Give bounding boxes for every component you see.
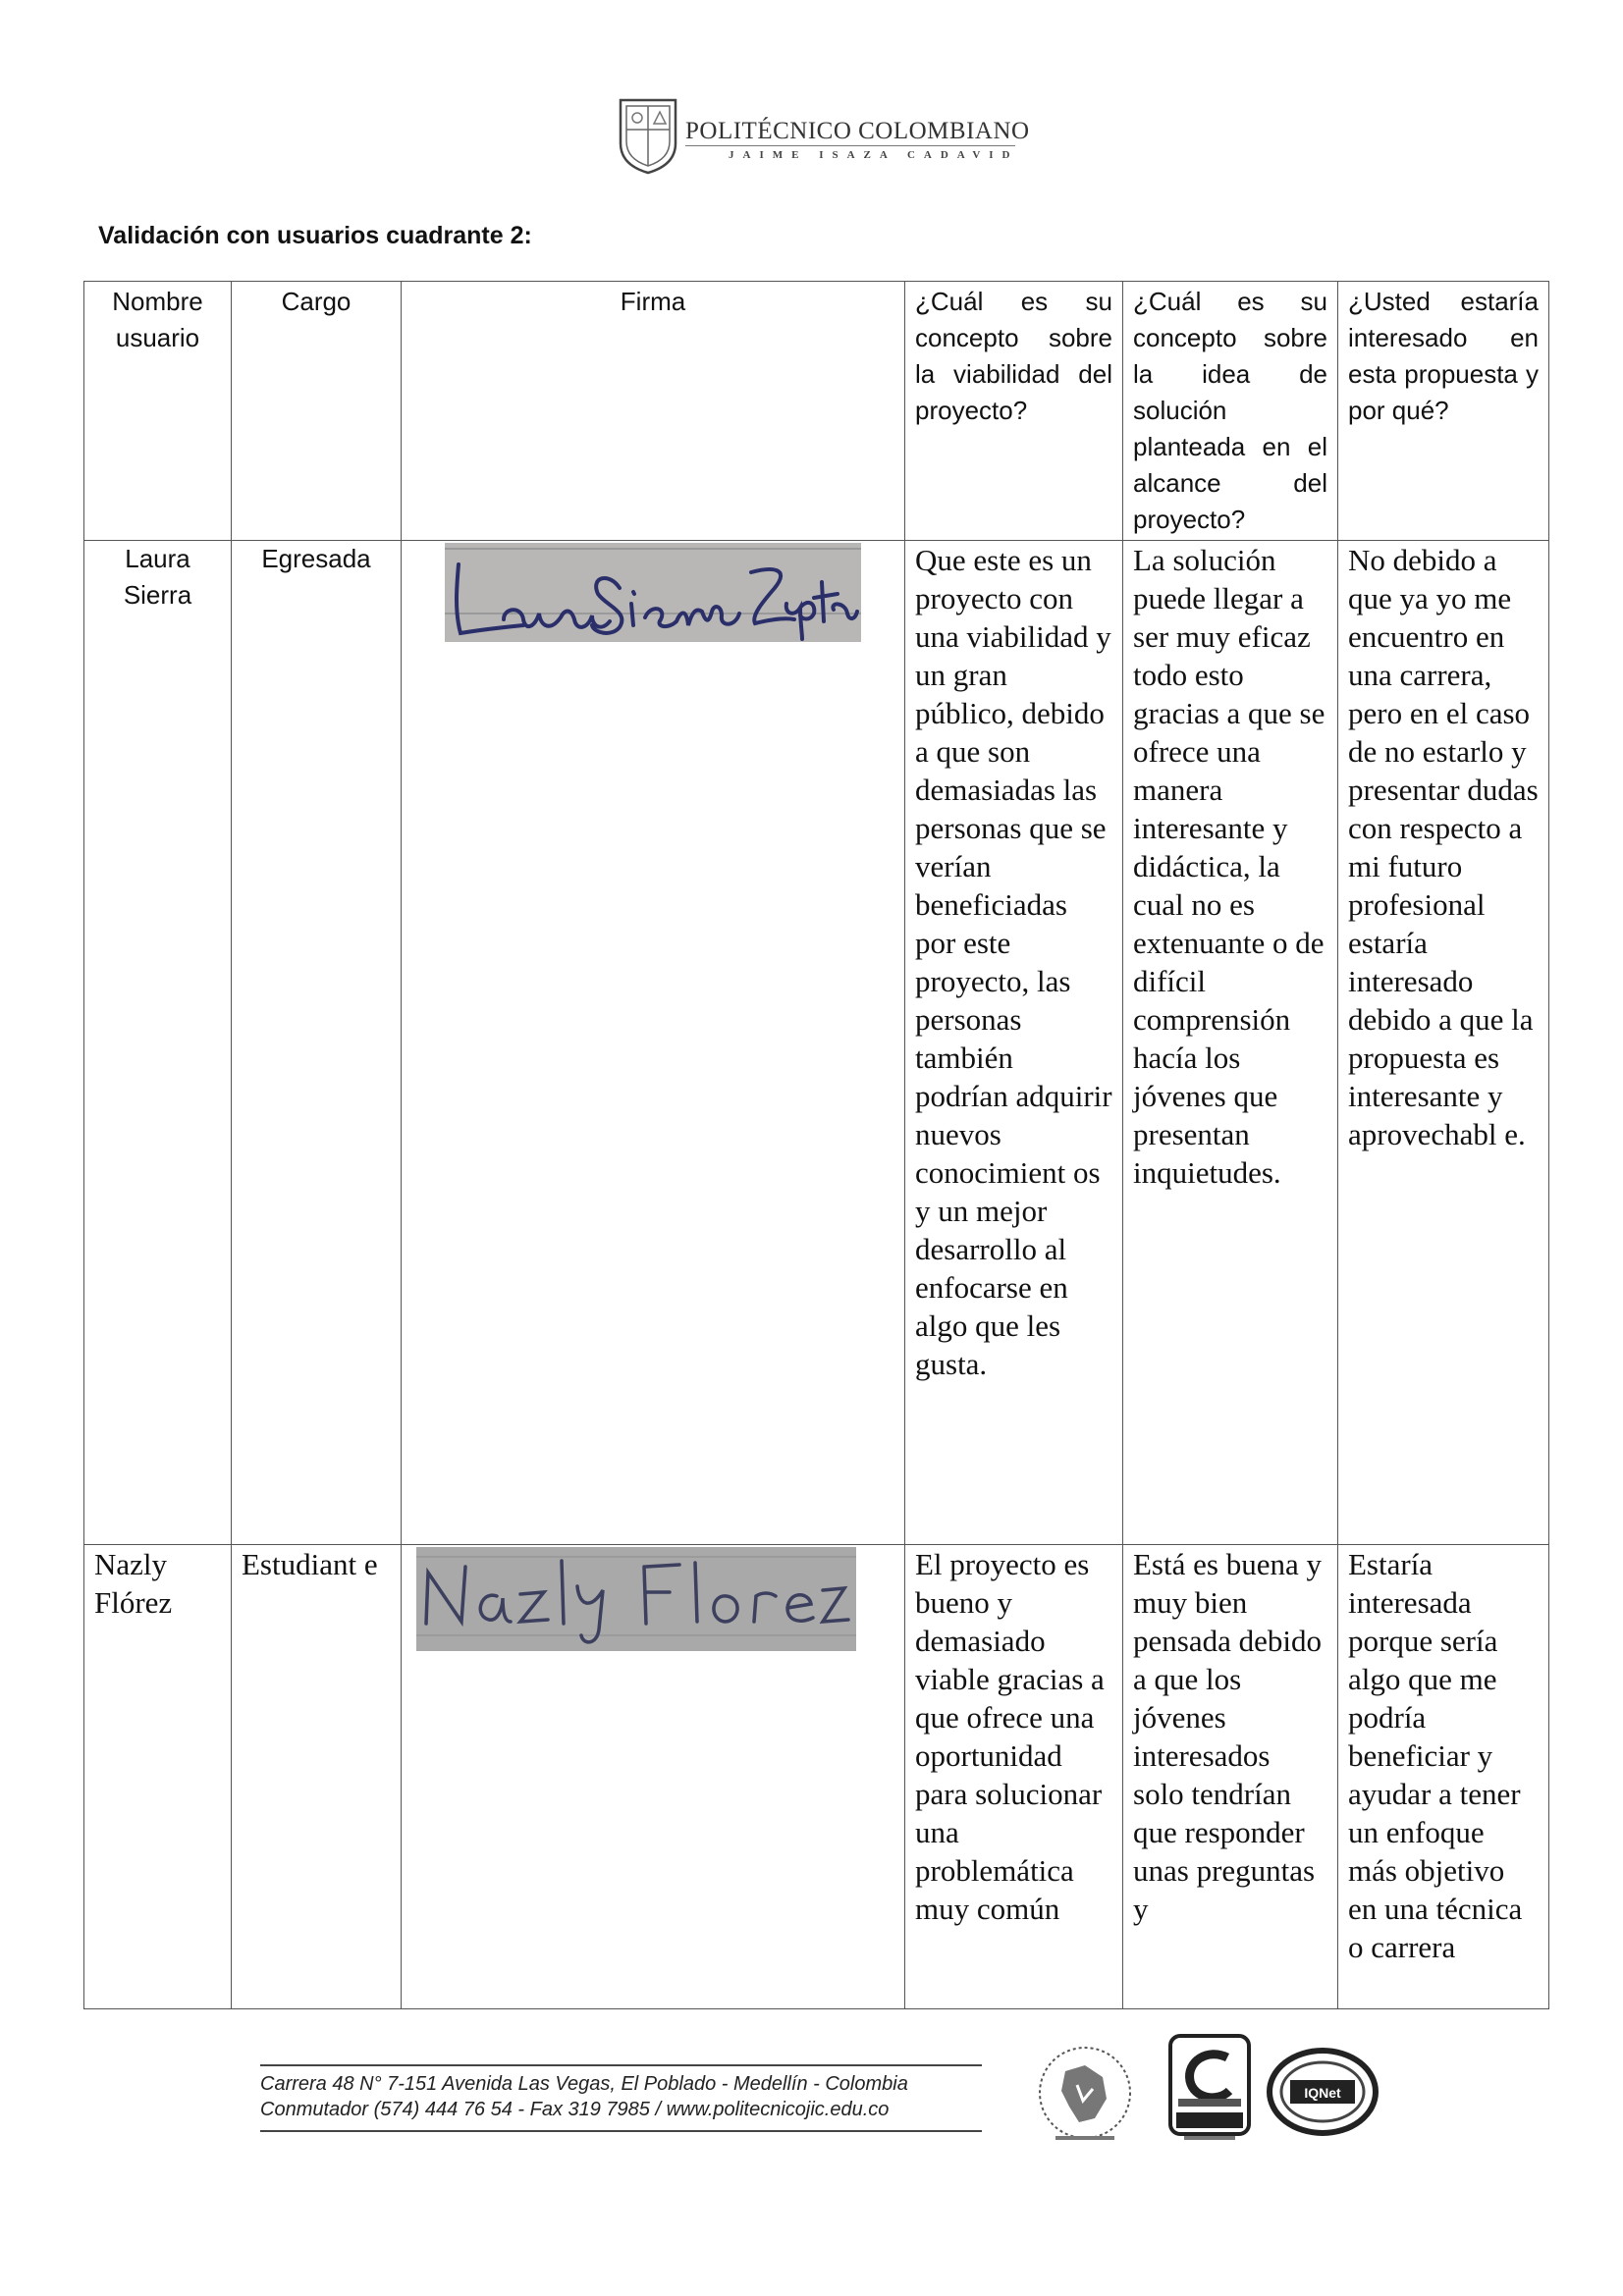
- header-solucion: ¿Cuál es su concepto sobre la idea de solución planteada en el alcance del proyecto?: [1123, 282, 1338, 541]
- table-header-row: [84, 282, 1549, 541]
- cell-solucion: La solución puede llegar a ser muy eficaz todo esto gracias a que se ofrece una manera interesante y didáctica, la cual no es extenuante o de difícil comprensión hacía los jóvenes que presentan inquietudes.: [1123, 541, 1338, 1545]
- header-cargo: Cargo: [232, 282, 402, 541]
- handwritten-signature-icon: [445, 543, 861, 642]
- institution-logo: [617, 96, 1030, 181]
- handwritten-signature-icon: [416, 1547, 856, 1651]
- iqnet-seal-icon: [1265, 2047, 1380, 2137]
- cell-viabilidad: Que este es un proyecto con una viabilidad y un gran público, debido a que son demasiadas las personas que se verían beneficiadas por este proyecto, las personas también podrían adquirir nuevos conocimient os y un mejor desarrollo al enfocarse en algo que les gusta.: [905, 541, 1123, 1545]
- cell-interes: Estaría interesada porque sería algo que me podría beneficiar y ayudar a tener un enfoque más objetivo en una técnica o carrera: [1338, 1545, 1549, 2009]
- cell-firma: [402, 541, 905, 1545]
- header-firma: Firma: [402, 282, 905, 541]
- cell-nombre: Nazly Flórez: [84, 1545, 232, 2009]
- footer-contact: Conmutador (574) 444 76 54 - Fax 319 7985 / www.politecnicojic.edu.co: [260, 2099, 890, 2120]
- footer-address: Carrera 48 N° 7-151 Avenida Las Vegas, El Poblado - Medellín - Colombia: [260, 2073, 908, 2095]
- svg-text:IQNet: IQNet: [1304, 2085, 1341, 2101]
- cell-solucion: Está es buena y muy bien pensada debido a que los jóvenes interesados solo tendrían que responder unas preguntas y: [1123, 1545, 1338, 2009]
- cell-nombre: Laura Sierra: [84, 541, 232, 1545]
- institution-name: POLITÉCNICO COLOMBIANO: [685, 118, 1030, 144]
- document-title: Validación con usuarios cuadrante 2:: [98, 222, 532, 249]
- footer-divider-bottom: [260, 2130, 982, 2132]
- cell-firma: [402, 1545, 905, 2009]
- cell-viabilidad: El proyecto es bueno y demasiado viable gracias a que ofrece una oportunidad para solucionar una problemática muy común: [905, 1545, 1123, 2009]
- header-nombre-usuario: Nombre usuario: [84, 282, 232, 541]
- table-row: [84, 541, 1549, 1545]
- header-viabilidad: ¿Cuál es su concepto sobre la viabilidad del proyecto?: [905, 282, 1123, 541]
- cell-cargo: Estudiant e: [232, 1545, 402, 2009]
- institution-subtitle: JAIME ISAZA CADAVID: [729, 149, 1019, 161]
- colombia-seal-icon: [1026, 2042, 1144, 2148]
- cell-interes: No debido a que ya yo me encuentro en una carrera, pero en el caso de no estarlo y presentar dudas con respecto a mi futuro profesional estaría interesado debido a que la propuesta es interesante y aprovechabl e.: [1338, 541, 1549, 1545]
- logo-divider: [685, 145, 1015, 146]
- footer-divider-top: [260, 2064, 982, 2066]
- shield-icon: [617, 96, 679, 175]
- cell-cargo: Egresada: [232, 541, 402, 1545]
- signature-image: [416, 1547, 856, 1651]
- validation-table: [83, 281, 1549, 2009]
- table-row: [84, 1545, 1549, 2009]
- signature-image: [445, 543, 861, 642]
- header-interes: ¿Usted estaría interesado en esta propuesta y por qué?: [1338, 282, 1549, 541]
- icontec-seal-icon: [1166, 2034, 1253, 2142]
